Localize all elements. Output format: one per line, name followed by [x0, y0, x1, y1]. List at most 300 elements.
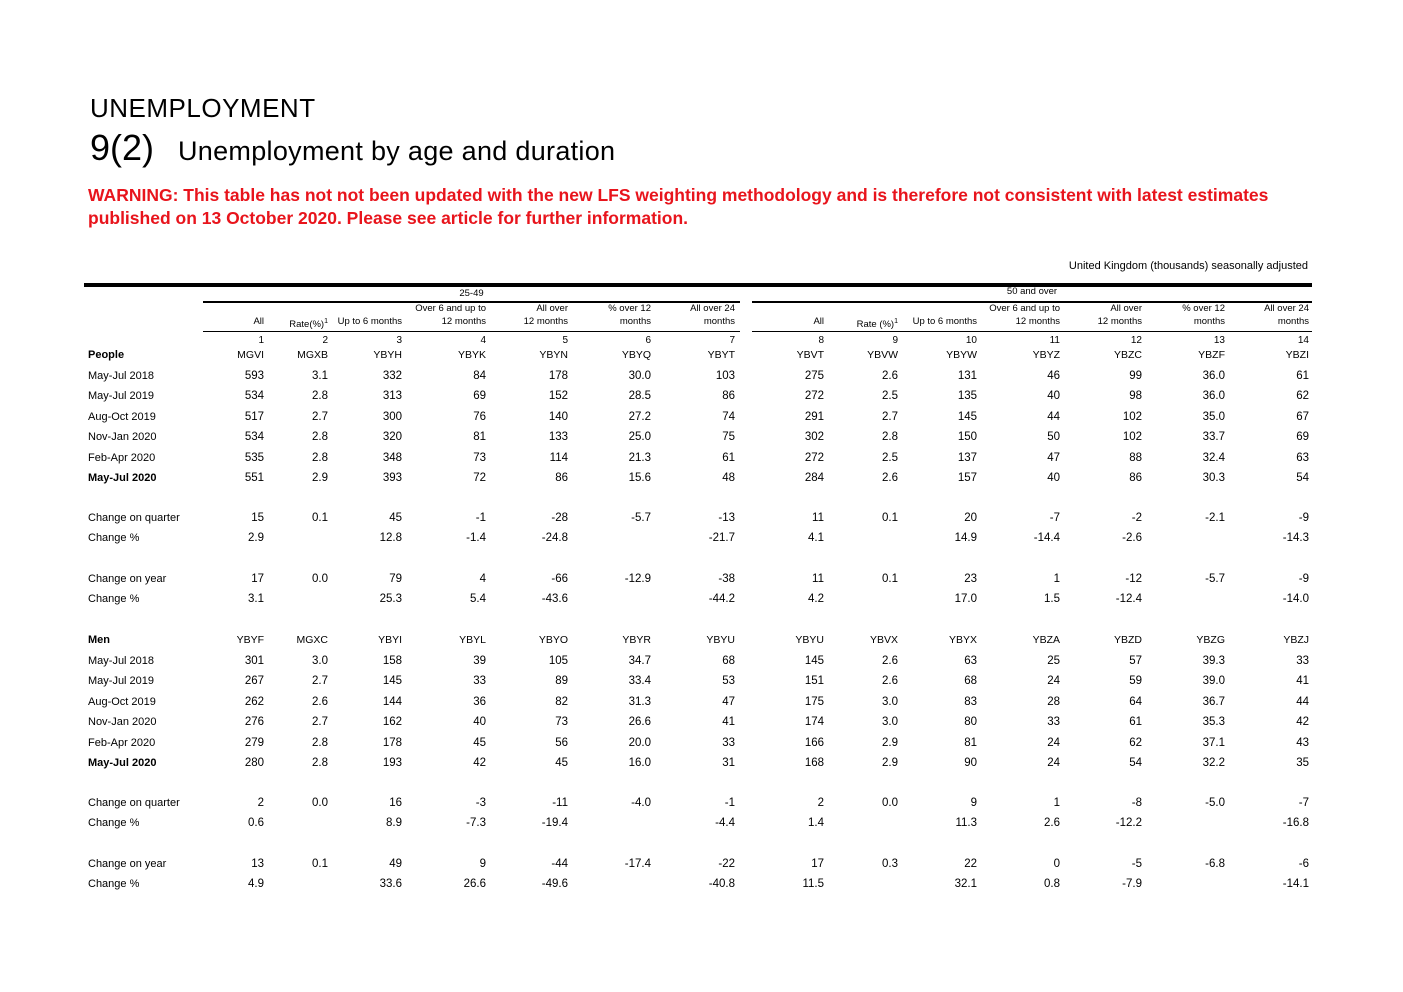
data-cell: 86 — [1129, 472, 1142, 484]
data-cell: 54 — [1296, 472, 1309, 484]
data-cell: 145 — [957, 410, 977, 423]
data-cell: 63 — [1296, 451, 1309, 464]
column-header-line2 — [651, 315, 735, 328]
data-cell: 82 — [555, 695, 568, 708]
data-cell: 301 — [244, 655, 264, 667]
row-label: Change % — [88, 878, 140, 890]
data-cell: 9 — [970, 797, 977, 809]
data-cell: 3.1 — [312, 370, 328, 382]
column-header-line2 — [898, 315, 977, 328]
row-label: Change on quarter — [88, 797, 180, 809]
data-cell: -7 — [1298, 797, 1309, 809]
data-cell: 40 — [1047, 390, 1060, 403]
column-number: 11 — [1049, 335, 1060, 346]
data-cell: 36 — [473, 695, 486, 708]
row-label: Change on quarter — [88, 512, 180, 524]
data-cell: 178 — [382, 736, 402, 749]
column-header-line2 — [824, 315, 898, 331]
data-cell: 135 — [957, 390, 977, 403]
data-cell: 2.8 — [312, 431, 328, 444]
data-cell: 43 — [1296, 736, 1309, 749]
data-cell: -22 — [718, 858, 735, 870]
column-header — [328, 302, 402, 328]
data-cell: 62 — [1129, 736, 1142, 749]
table-row — [86, 694, 1316, 710]
table-title: Unemployment by age and duration — [178, 136, 616, 166]
data-cell: 4.1 — [808, 532, 824, 544]
data-cell: 535 — [244, 451, 264, 464]
data-cell: -13 — [718, 512, 735, 524]
data-cell: 11 — [812, 512, 824, 524]
data-cell: 84 — [473, 370, 486, 382]
row-label: Change on year — [88, 858, 167, 870]
data-cell: 2.6 — [882, 655, 898, 667]
data-cell: -5.0 — [1205, 797, 1225, 809]
series-code: YBZJ — [1283, 634, 1309, 646]
data-cell: 4.9 — [248, 878, 264, 890]
data-cell: 61 — [1296, 370, 1309, 382]
data-cell: 31 — [722, 757, 735, 769]
data-cell: 57 — [1129, 655, 1142, 667]
data-cell: -4.4 — [715, 817, 735, 829]
data-cell: 158 — [382, 655, 402, 667]
column-header-line1 — [748, 302, 824, 315]
data-cell: 17 — [251, 573, 264, 585]
data-cell: 41 — [722, 716, 735, 729]
data-cell: -11 — [552, 797, 568, 809]
data-cell: 0.1 — [312, 858, 328, 870]
data-cell: 45 — [389, 512, 402, 524]
data-cell: 49 — [389, 858, 402, 870]
data-cell: -12 — [1125, 573, 1142, 585]
series-code: YBZG — [1196, 634, 1225, 646]
data-cell: -28 — [551, 512, 568, 524]
data-cell: 174 — [804, 716, 824, 729]
column-header — [824, 302, 898, 331]
series-code: YBYN — [539, 349, 568, 361]
table-row — [86, 755, 1316, 771]
data-cell: 28.5 — [628, 390, 651, 403]
data-cell: 26.6 — [628, 716, 651, 729]
data-cell: 69 — [473, 390, 486, 403]
table-row — [86, 714, 1316, 730]
row-label: May-Jul 2019 — [88, 675, 155, 688]
data-cell: 0.0 — [312, 573, 328, 585]
change-quarter-row — [86, 795, 1316, 811]
data-cell: 32.4 — [1202, 451, 1225, 464]
data-cell: 20 — [964, 512, 977, 524]
data-cell: 54 — [1129, 757, 1142, 769]
data-cell: 63 — [964, 655, 977, 667]
data-cell: 166 — [804, 736, 824, 749]
warning-notice: WARNING: This table has not not been updated with the new LFS weighting methodology and is therefore not consistent with latest estimates published on 13 October 2020. Please see article for further information. — [88, 185, 1269, 228]
data-cell: 272 — [804, 451, 824, 464]
column-header — [1142, 302, 1225, 328]
column-header — [402, 302, 486, 328]
change-quarter-pct-row — [86, 815, 1316, 831]
data-cell: -4.0 — [631, 797, 651, 809]
series-code: YBZI — [1285, 349, 1309, 361]
data-cell: -40.8 — [708, 878, 735, 890]
data-cell: -17.4 — [624, 858, 651, 870]
column-header-line2 — [1060, 315, 1142, 328]
data-cell: 2.6 — [882, 472, 898, 484]
series-code: YBYH — [373, 349, 402, 361]
column-header-line2 — [977, 315, 1060, 328]
data-cell: 39.3 — [1202, 655, 1225, 667]
data-cell: -14.3 — [1282, 532, 1309, 544]
column-header — [1225, 302, 1309, 328]
data-cell: 86 — [555, 472, 568, 484]
data-cell: 2.7 — [312, 716, 328, 729]
data-cell: 2.5 — [882, 451, 898, 464]
column-header-text: Rate(%) — [289, 319, 325, 331]
data-cell: 36.0 — [1202, 390, 1225, 403]
series-code: YBZA — [1032, 634, 1060, 646]
data-cell: 2.8 — [312, 736, 328, 749]
data-cell: 272 — [804, 390, 824, 403]
data-cell: 33 — [722, 736, 735, 749]
data-cell: 320 — [382, 431, 402, 444]
data-cell: 145 — [804, 655, 824, 667]
data-cell: 33 — [473, 675, 486, 688]
series-code: YBYI — [378, 634, 402, 646]
data-cell: 35.0 — [1202, 410, 1225, 423]
data-cell: 20.0 — [628, 736, 651, 749]
column-number: 5 — [562, 335, 568, 346]
section-header-row — [86, 347, 1316, 363]
data-cell: 11 — [812, 573, 824, 585]
series-code: YBYX — [948, 634, 977, 646]
data-cell: 16.0 — [628, 757, 651, 769]
change-year-row — [86, 856, 1316, 872]
row-label: May-Jul 2018 — [88, 370, 155, 382]
data-cell: 33 — [1296, 655, 1309, 667]
data-cell: 11.5 — [802, 878, 824, 890]
data-cell: 25.0 — [628, 431, 651, 444]
data-cell: 2.6 — [1044, 817, 1060, 829]
column-header — [264, 302, 328, 331]
data-cell: 44 — [1047, 410, 1060, 423]
data-cell: 24 — [1047, 757, 1060, 769]
table-row — [86, 388, 1316, 404]
data-cell: 12.8 — [379, 532, 402, 544]
change-year-pct-row — [86, 591, 1316, 607]
series-code: YBYQ — [621, 349, 651, 361]
data-cell: 0.8 — [1044, 878, 1060, 890]
series-code: YBYR — [622, 634, 651, 646]
data-cell: 61 — [722, 451, 735, 464]
data-cell: -14.4 — [1033, 532, 1060, 544]
data-cell: 81 — [473, 431, 486, 444]
data-cell: -2 — [1131, 512, 1142, 524]
footnote-marker: 1 — [324, 318, 328, 325]
column-header-line2 — [199, 315, 264, 328]
column-header-text: 12 months — [441, 316, 486, 327]
data-cell: 24 — [1047, 736, 1060, 749]
data-cell: 2.7 — [882, 410, 898, 423]
data-cell: 2.6 — [882, 370, 898, 382]
data-cell: 90 — [964, 757, 977, 769]
column-header-line1 — [898, 302, 977, 315]
data-cell: 30.0 — [628, 370, 651, 382]
data-cell: 152 — [548, 390, 568, 403]
data-cell: 62 — [1296, 390, 1309, 403]
data-cell: 332 — [382, 370, 402, 382]
column-header-line1: All over — [536, 303, 568, 314]
data-cell: 2.6 — [312, 695, 328, 708]
data-cell: 26.6 — [463, 878, 486, 890]
data-cell: 61 — [1129, 716, 1142, 729]
column-header-text: All — [253, 316, 264, 327]
data-cell: 2.8 — [882, 431, 898, 444]
data-cell: -49.6 — [541, 878, 568, 890]
data-cell: 28 — [1047, 695, 1060, 708]
data-cell: 25 — [1047, 655, 1060, 667]
data-cell: -7.3 — [466, 817, 486, 829]
column-header-text: Up to 6 months — [337, 316, 402, 327]
data-cell: -6.8 — [1205, 858, 1225, 870]
data-cell: 33.7 — [1202, 431, 1225, 444]
column-header-line2 — [748, 315, 824, 328]
column-header — [898, 302, 977, 328]
row-label: Change % — [88, 593, 140, 605]
table-row — [86, 653, 1316, 669]
data-cell: 36.0 — [1202, 370, 1225, 382]
series-code: MGXC — [296, 634, 328, 646]
row-label: Aug-Oct 2019 — [88, 695, 156, 708]
data-cell: 2.8 — [312, 451, 328, 464]
data-cell: 37.1 — [1202, 736, 1225, 749]
data-cell: 36.7 — [1202, 695, 1225, 708]
data-cell: 0.6 — [248, 817, 264, 829]
data-cell: 47 — [1047, 451, 1060, 464]
column-header-text: months — [1277, 316, 1309, 327]
column-header-line2 — [402, 315, 486, 328]
data-cell: 302 — [804, 431, 824, 444]
data-cell: 0 — [1053, 858, 1060, 870]
column-header-text: months — [619, 316, 651, 327]
column-number: 6 — [645, 335, 651, 346]
data-cell: 99 — [1129, 370, 1142, 382]
data-cell: 2.6 — [882, 675, 898, 688]
data-cell: 3.0 — [882, 716, 898, 729]
data-cell: 41 — [1296, 675, 1309, 688]
column-header-line1: % over 12 — [608, 303, 651, 314]
section-header-row — [86, 632, 1316, 648]
column-header — [486, 302, 568, 328]
column-header-text: 12 months — [1015, 316, 1060, 327]
data-cell: 50 — [1047, 431, 1060, 444]
series-code: YBVT — [796, 349, 824, 361]
table-row — [86, 409, 1316, 425]
data-cell: 517 — [244, 410, 264, 423]
data-cell: 193 — [382, 757, 402, 769]
series-code: YBYO — [538, 634, 568, 646]
data-cell: -5 — [1131, 858, 1142, 870]
row-label: May-Jul 2019 — [88, 390, 155, 403]
table-row — [86, 470, 1316, 486]
data-cell: -1 — [475, 512, 486, 524]
table-row — [86, 429, 1316, 445]
column-header-line2 — [1225, 315, 1309, 328]
series-code: YBVX — [869, 634, 898, 646]
data-cell: 178 — [548, 370, 568, 382]
data-cell: 133 — [548, 431, 568, 444]
data-cell: 33 — [1047, 716, 1060, 729]
data-cell: 76 — [473, 410, 486, 423]
data-cell: -1 — [724, 797, 735, 809]
change-quarter-pct-row — [86, 530, 1316, 546]
data-cell: -21.7 — [708, 532, 735, 544]
series-code: YBVW — [867, 349, 898, 361]
data-cell: 68 — [722, 655, 735, 667]
data-cell: -16.8 — [1282, 817, 1309, 829]
data-cell: 2.8 — [312, 390, 328, 403]
data-cell: 2 — [257, 797, 264, 809]
data-cell: 137 — [957, 451, 977, 464]
column-number: 10 — [965, 335, 977, 346]
data-cell: 393 — [382, 472, 402, 484]
data-cell: 34.7 — [628, 655, 651, 667]
data-cell: 9 — [479, 858, 486, 870]
data-cell: -9 — [1298, 512, 1309, 524]
series-code: YBYK — [457, 349, 486, 361]
data-cell: -5.7 — [631, 512, 651, 524]
data-cell: -43.6 — [541, 593, 568, 605]
data-cell: 73 — [555, 716, 568, 729]
data-cell: 291 — [804, 410, 824, 423]
data-cell: 32.1 — [954, 878, 977, 890]
units-note: United Kingdom (thousands) seasonally adjusted — [1068, 260, 1308, 272]
row-label: Aug-Oct 2019 — [88, 410, 156, 423]
change-year-row — [86, 571, 1316, 587]
data-cell: 144 — [382, 695, 402, 708]
column-header-text: 12 months — [523, 316, 568, 327]
series-code: YBYL — [459, 634, 486, 646]
data-cell: 4 — [479, 573, 486, 585]
data-cell: 262 — [244, 695, 264, 708]
data-cell: 81 — [964, 736, 977, 749]
data-cell: 25.3 — [379, 593, 402, 605]
data-cell: 11.3 — [955, 817, 977, 829]
data-cell: 47 — [722, 695, 735, 708]
column-header-line1 — [824, 302, 898, 315]
column-header — [568, 302, 651, 328]
column-header-line1: Over 6 and up to — [415, 303, 486, 314]
table-row — [86, 368, 1316, 384]
row-label: Nov-Jan 2020 — [88, 431, 157, 444]
data-cell: 80 — [964, 716, 977, 729]
column-number: 4 — [480, 335, 486, 346]
row-label: People — [88, 349, 125, 361]
column-number: 1 — [258, 335, 264, 346]
data-cell: 5.4 — [470, 593, 486, 605]
data-cell: 140 — [548, 410, 568, 423]
series-code: YBYF — [236, 634, 264, 646]
data-cell: 42 — [1296, 716, 1309, 729]
data-cell: 74 — [722, 410, 735, 423]
column-number: 14 — [1297, 335, 1309, 346]
data-cell: 45 — [473, 736, 486, 749]
data-cell: 53 — [722, 675, 735, 688]
data-cell: 24 — [1047, 675, 1060, 688]
series-code: MGXB — [297, 349, 328, 361]
data-cell: 73 — [473, 451, 486, 464]
row-label: Men — [88, 634, 110, 646]
data-cell: -12.9 — [624, 573, 651, 585]
column-number: 8 — [818, 335, 824, 346]
series-code: YBYU — [706, 634, 735, 646]
column-header-line1: All over 24 — [1264, 303, 1309, 314]
data-cell: 21.3 — [628, 451, 651, 464]
data-cell: 32.2 — [1202, 757, 1225, 769]
data-cell: 46 — [1047, 370, 1060, 382]
footnote-marker: 1 — [894, 318, 898, 325]
series-code: YBYU — [795, 634, 824, 646]
data-cell: 42 — [473, 757, 486, 769]
data-cell: 2.5 — [882, 390, 898, 403]
group-header-50-over: 50 and over — [1006, 286, 1058, 297]
data-cell: 68 — [964, 675, 977, 688]
column-header — [748, 302, 824, 328]
data-cell: 168 — [804, 757, 824, 769]
column-header-line1 — [199, 302, 264, 315]
data-cell: 15 — [251, 512, 264, 524]
data-cell: 75 — [722, 431, 735, 444]
data-cell: 145 — [382, 675, 402, 688]
column-header-line1: All over — [1110, 303, 1142, 314]
section-title: UNEMPLOYMENT — [90, 93, 316, 123]
data-cell: 2.9 — [312, 472, 328, 484]
data-cell: -24.8 — [541, 532, 568, 544]
data-cell: 22 — [964, 858, 977, 870]
data-cell: 83 — [964, 695, 977, 708]
data-cell: 276 — [244, 716, 264, 729]
series-code: YBZD — [1113, 634, 1142, 646]
data-cell: 98 — [1129, 390, 1142, 403]
data-cell: 300 — [382, 410, 402, 423]
row-label: Nov-Jan 2020 — [88, 716, 157, 729]
data-cell: 102 — [1122, 410, 1142, 423]
series-code: MGVI — [237, 349, 264, 361]
data-cell: 280 — [244, 757, 264, 769]
column-header-text: 12 months — [1097, 316, 1142, 327]
data-cell: 151 — [804, 675, 824, 688]
data-cell: 33.6 — [379, 878, 402, 890]
data-cell: -12.4 — [1115, 593, 1142, 605]
data-cell: 2.9 — [882, 757, 898, 769]
data-cell: 44 — [1296, 695, 1309, 708]
data-cell: -38 — [718, 573, 735, 585]
data-cell: 35 — [1296, 757, 1309, 769]
column-number: 7 — [729, 335, 735, 346]
data-cell: 27.2 — [628, 410, 651, 423]
data-cell: 88 — [1129, 451, 1142, 464]
data-cell: 1 — [1053, 573, 1060, 585]
data-cell: -7.9 — [1122, 878, 1142, 890]
data-cell: 33.4 — [628, 675, 651, 688]
data-cell: 2.9 — [248, 532, 264, 544]
series-code: YBYZ — [1032, 349, 1060, 361]
data-cell: 14.9 — [954, 532, 977, 544]
data-cell: -44.2 — [708, 593, 735, 605]
data-cell: 4.2 — [808, 593, 824, 605]
row-label: Change % — [88, 532, 140, 544]
row-label: Change on year — [88, 573, 167, 585]
data-cell: -2.6 — [1122, 532, 1142, 544]
column-header-line1 — [264, 302, 328, 315]
